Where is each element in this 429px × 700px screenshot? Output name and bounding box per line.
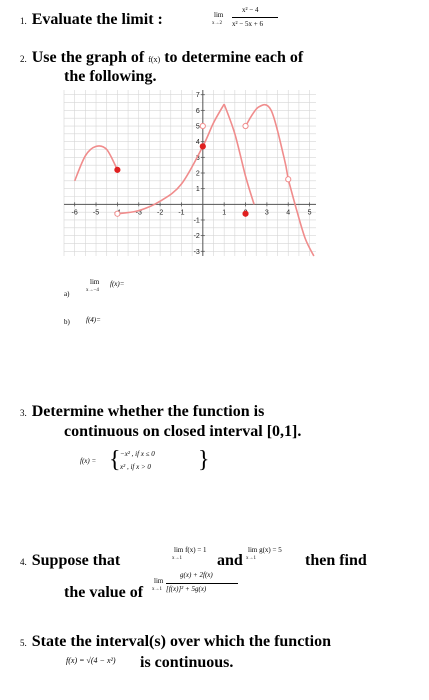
x-tick-label: 4 [286,209,291,217]
question-text: Use the graph of [31,49,145,66]
y-tick-label: 6 [195,107,200,115]
open-point [286,177,291,182]
x-tick-label: -6 [71,209,78,217]
question-3 [20,402,264,423]
part-b [64,312,144,328]
y-tick-label: 1 [195,186,200,194]
y-tick-label: 7 [195,92,200,100]
curve-segment [288,179,314,256]
question-number: 5. [20,638,27,648]
grid-lines [64,90,316,256]
y-tick-label: 3 [195,154,200,162]
part-a-label: a) [64,290,70,298]
fraction-bar [166,583,238,584]
closed-point [200,144,205,149]
function-graph [60,88,320,258]
function-symbol: f(x) [148,55,161,64]
limit-expression [212,4,282,38]
open-point [243,123,248,128]
y-tick-label: 4 [195,139,200,147]
left-brace: { [109,447,121,473]
right-brace: } [198,447,210,473]
question-text: Suppose that [31,552,121,569]
lim-subscript: x→1 [152,587,162,592]
function-definition: f(x) = [80,457,97,465]
x-tick-label: 1 [222,209,227,217]
tick-labels [72,92,312,256]
question-text-cont: to determine each of [164,49,304,66]
limit-g [246,546,302,566]
x-tick-label: -1 [178,209,185,217]
sqrt-expression: f(x) = √(4 − x²) [66,656,116,665]
x-tick-label: -2 [156,209,164,217]
limit-f [170,546,216,566]
question-5 [20,632,331,653]
and-word: and [217,552,243,569]
part-b-label: b) [64,318,70,326]
lim-word: lim [214,11,224,19]
part-a [64,270,154,300]
question-2-line2: the following. [64,68,157,85]
piece-row-1: −x² , if x ≤ 0 [120,450,155,458]
part-a-expression: f(x)= [110,280,125,288]
x-tick-label: -3 [135,209,142,217]
question-number: 1. [20,16,27,26]
limit-f-expression: lim f(x) = 1 [174,546,207,554]
closed-point [115,167,120,172]
part-b-expression: f(4)= [86,316,101,324]
part-a-subscript: x→−4 [86,288,99,293]
x-tick-label: 5 [307,209,312,217]
part-a-lim: lim [90,278,100,286]
y-tick-label: -1 [193,217,200,225]
x-tick-label: -5 [92,209,100,217]
closed-point [243,211,248,216]
y-tick-label: -3 [193,248,200,256]
question-2 [20,48,303,70]
fraction-bar [232,17,278,18]
piecewise-function [80,446,210,478]
question-4-then: then find [305,552,367,569]
limit-fraction [152,568,242,604]
question-number: 3. [20,408,27,418]
question-number: 4. [20,557,27,567]
question-number: 2. [20,54,27,64]
function-expression [66,652,136,672]
piece-row-2: x² , if x > 0 [120,463,151,471]
question-5-line2: is continuous. [140,654,234,671]
x-tick-label: 3 [264,209,269,217]
question-4-line2: the value of [64,584,144,601]
y-tick-label: -2 [193,233,200,241]
fraction-denominator: x² − 5x + 6 [232,20,263,28]
lim-subscript: x→2 [212,21,222,26]
fraction-denominator: [f(x)]² + 5g(x) [166,585,207,593]
limit-f-subscript: x→1 [172,556,182,561]
question-text: Determine whether the function is [31,403,265,420]
question-3-line2: continuous on closed interval [0,1]. [64,423,302,440]
open-point [115,211,120,216]
lim-word: lim [154,577,164,585]
y-tick-label: 2 [195,170,200,178]
fraction-numerator: g(x) + 2f(x) [180,571,213,579]
question-1 [20,10,163,31]
limit-g-expression: lim g(x) = 5 [248,546,282,554]
fraction-numerator: x² − 4 [242,6,259,14]
limit-g-subscript: x→1 [246,556,256,561]
y-tick-label: 5 [195,123,200,131]
open-point [200,123,205,128]
question-text: Evaluate the limit : [31,11,163,28]
question-text: State the interval(s) over which the function [31,633,331,650]
